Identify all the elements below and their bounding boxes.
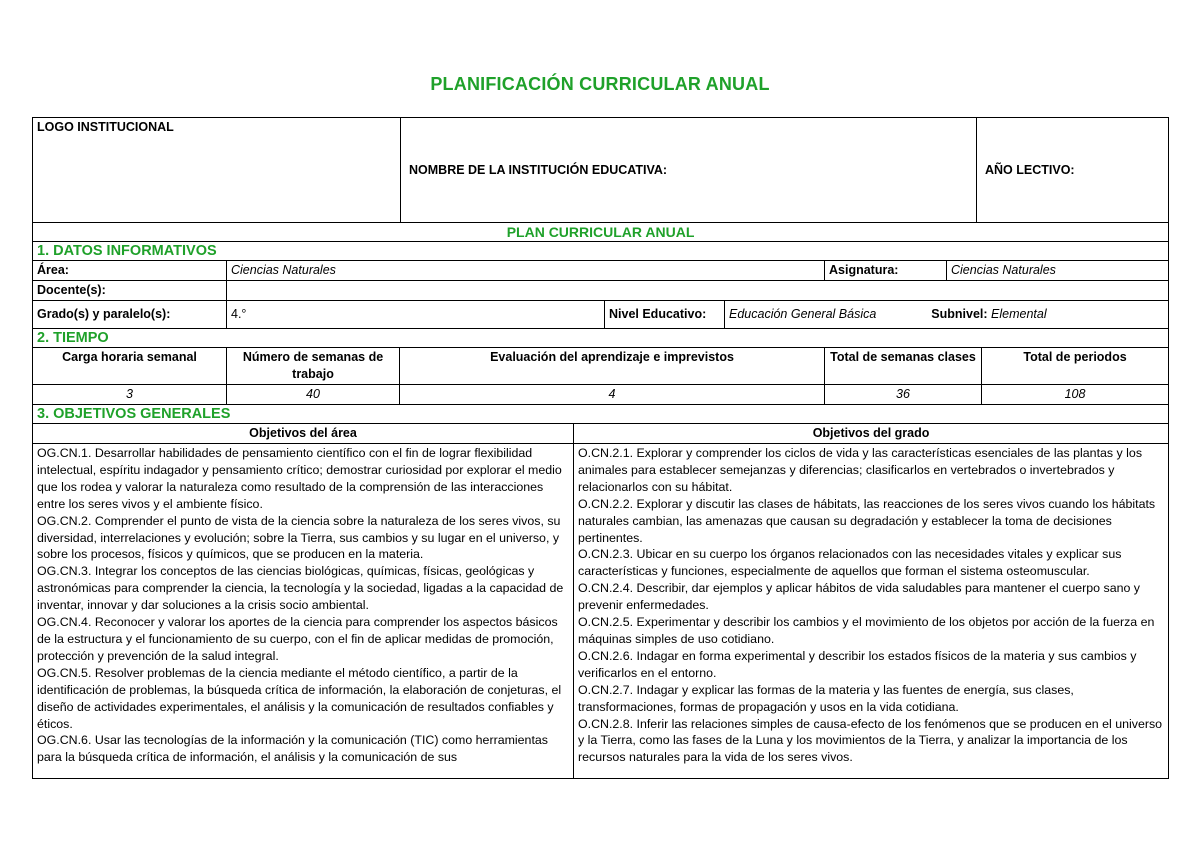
subnivel-label: Subnivel: <box>931 307 988 321</box>
list-item: OG.CN.4. Reconocer y valorar los aportes de la ciencia para comprender los aspectos básicos de la estructura y el funcionamiento de su cuerpo, con el fin de aplicar medidas de promoción, protección y prevención de la salud integral. <box>37 615 558 663</box>
list-item: O.CN.2.7. Indagar y explicar las formas de la materia y las fuentes de energía, sus clases, transformaciones, formas de propagación y usos en la vida cotidiana. <box>578 682 1074 714</box>
list-item: O.CN.2.3. Ubicar en su cuerpo los órganos relacionados con las necesidades vitales y explicar sus características y funciones, especialmente de aquellos que forman el sistema osteomuscular. <box>578 547 1122 579</box>
nivel-subnivel-cell <box>725 301 1169 329</box>
section-objetivos-heading: 3. OBJETIVOS GENERALES <box>33 405 1169 424</box>
main-table <box>32 222 1169 779</box>
tiempo-value-periodos: 108 <box>982 385 1169 405</box>
tiempo-col-evaluacion: Evaluación del aprendizaje e imprevistos <box>400 348 825 385</box>
header-table <box>32 117 1169 223</box>
tiempo-value-evaluacion: 4 <box>400 385 825 405</box>
school-year-label: AÑO LECTIVO: <box>977 118 1169 223</box>
tiempo-col-periodos: Total de periodos <box>982 348 1169 385</box>
list-item: O.CN.2.5. Experimentar y describir los cambios y el movimiento de los objetos por acción de la fuerza en máquinas simples de uso cotidiano. <box>578 615 1155 646</box>
area-label: Área: <box>33 261 227 281</box>
docente-value <box>227 281 1169 301</box>
list-item: OG.CN.5. Resolver problemas de la ciencia mediante el método científico, a partir de la identificación de problemas, la búsqueda crítica de información, la elaboración de conjeturas, el diseño de actividades experimentales, el análisis y la comunicación de resultados confiables y éticos. <box>37 665 562 731</box>
asignatura-value: Ciencias Naturales <box>947 261 1169 281</box>
list-item: OG.CN.3. Integrar los conceptos de las ciencias biológicas, químicas, físicas, geológicas y astronómicas para comprender la ciencia, la tecnología y la sociedad, ligadas a la capacidad de inventar, innovar y dar soluciones a la crisis socio ambiental. <box>37 564 564 613</box>
tiempo-value-carga: 3 <box>33 385 227 405</box>
objetivos-area-list <box>33 444 574 779</box>
list-item: O.CN.2.6. Indagar en forma experimental y describir los estados físicos de la materia y sus cambios y verificarlos en el entorno. <box>578 648 1137 680</box>
list-item: OG.CN.1. Desarrollar habilidades de pensamiento científico con el fin de lograr flexibilidad intelectual, espíritu indagador y pensamiento crítico; demostrar curiosidad por explorar el medio que los rodea y valorar la naturaleza como resultado de la comprensión de las interacciones entre los seres vivos y el ambiente físico. <box>37 446 562 511</box>
objetivos-grado-list <box>574 444 1169 779</box>
list-item: O.CN.2.8. Inferir las relaciones simples de causa-efecto de los fenómenos que se producen en el universo y la Tierra, como las fases de la Luna y los movimientos de la Tierra, y analizar la importancia de los recursos naturales para la vida de los seres vivos. <box>578 716 1163 765</box>
tiempo-value-total-semanas: 36 <box>825 385 982 405</box>
plan-title: PLAN CURRICULAR ANUAL <box>33 223 1169 242</box>
grado-label: Grado(s) y paralelo(s): <box>33 301 227 329</box>
section-tiempo-heading: 2. TIEMPO <box>33 329 1169 348</box>
nivel-value: Educación General Básica <box>729 307 877 321</box>
docente-label: Docente(s): <box>33 281 227 301</box>
logo-cell: LOGO INSTITUCIONAL <box>33 118 401 223</box>
nivel-label: Nivel Educativo: <box>605 301 725 329</box>
objetivos-area-header: Objetivos del área <box>33 424 574 444</box>
list-item: O.CN.2.4. Describir, dar ejemplos y aplicar hábitos de vida saludables para mantener el cuerpo sano y prevenir enfermedades. <box>578 581 1141 613</box>
grado-value: 4.° <box>227 301 605 329</box>
page-title: PLANIFICACIÓN CURRICULAR ANUAL <box>430 74 770 94</box>
institution-name-label: NOMBRE DE LA INSTITUCIÓN EDUCATIVA: <box>401 118 977 223</box>
objetivos-grado-header: Objetivos del grado <box>574 424 1169 444</box>
area-value: Ciencias Naturales <box>227 261 825 281</box>
list-item: OG.CN.6. Usar las tecnologías de la información y la comunicación (TIC) como herramientas para la búsqueda crítica de información, el análisis y la comunicación de sus <box>37 733 548 765</box>
subnivel-value: Elemental <box>991 307 1047 321</box>
list-item: O.CN.2.1. Explorar y comprender los ciclos de vida y las características esenciales de las plantas y los animales para establecer semejanzas y diferencias; clasificarlos en vertebrados o invertebrados y relacionarlos con su hábitat. <box>578 446 1143 494</box>
list-item: O.CN.2.2. Explorar y discutir las clases de hábitats, las reacciones de los seres vivos cuando los hábitats naturales cambian, las amenazas que causan su degradación y establecer la toma de decisiones pertinentes. <box>578 496 1156 545</box>
section-datos-heading: 1. DATOS INFORMATIVOS <box>33 242 1169 261</box>
asignatura-label: Asignatura: <box>825 261 947 281</box>
list-item: OG.CN.2. Comprender el punto de vista de la ciencia sobre la naturaleza de los seres vivos, su diversidad, interrelaciones y evolución; sobre la Tierra, sus cambios y su lugar en el universo, y sobre los procesos, físicos y químicos, que se producen en la materia. <box>37 513 561 562</box>
tiempo-col-carga: Carga horaria semanal <box>33 348 227 385</box>
tiempo-col-total-semanas: Total de semanas clases <box>825 348 982 385</box>
tiempo-col-semanas: Número de semanas de trabajo <box>227 348 400 385</box>
tiempo-value-semanas: 40 <box>227 385 400 405</box>
